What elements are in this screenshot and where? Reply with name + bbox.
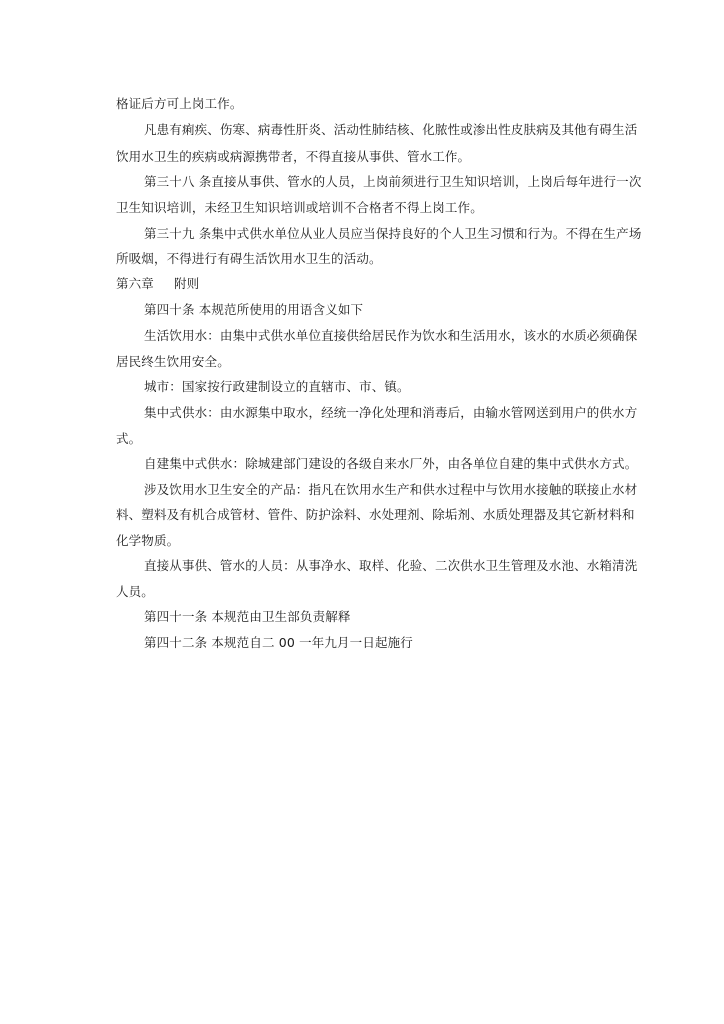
text-line: 居民终生饮用安全。 bbox=[116, 354, 230, 369]
text-line: 第四十条 本规范所使用的用语含义如下 bbox=[144, 302, 364, 317]
text-line: 自建集中式供水：除城建部门建设的各级自来水厂外，由各单位自建的集中式供水方式。 bbox=[144, 456, 638, 471]
text-line: 直接从事供、管水的人员：从事净水、取样、化验、二次供水卫生管理及水池、水箱清洗 bbox=[144, 558, 638, 573]
text-line: 格证后方可上岗工作。 bbox=[116, 96, 243, 111]
text-line: 第四十一条 本规范由卫生部负责解释 bbox=[144, 609, 351, 624]
text-line: 饮用水卫生的疾病或病源携带者，不得直接从事供、管水工作。 bbox=[116, 149, 471, 164]
text-line: 第三十八 条直接从事供、管水的人员，上岗前须进行卫生知识培训，上岗后每年进行一次 bbox=[144, 174, 642, 189]
text-line: 卫生知识培训，未经卫生知识培训或培训不合格者不得上岗工作。 bbox=[116, 200, 483, 215]
text-line: 人员。 bbox=[116, 584, 154, 599]
text-line: 化学物质。 bbox=[116, 533, 180, 548]
text-line: 料、塑料及有机合成管材、管件、防护涂料、水处理剂、除垢剂、水质处理器及其它新材料和 bbox=[116, 507, 635, 522]
text-line: 凡患有痢疾、伤寒、病毒性肝炎、活动性肺结核、化脓性或渗出性皮肤病及其他有碍生活 bbox=[144, 122, 638, 137]
chapter-heading bbox=[116, 276, 646, 292]
chapter-number: 第六章 bbox=[116, 276, 154, 291]
text-line: 涉及饮用水卫生安全的产品：指凡在饮用水生产和供水过程中与饮用水接触的联接止水材 bbox=[144, 482, 638, 497]
chapter-title: 附则 bbox=[173, 276, 200, 291]
text-line: 集中式供水：由水源集中取水，经统一净化处理和消毒后，由输水管网送到用户的供水方 bbox=[144, 405, 638, 420]
text-line: 城市：国家按行政建制设立的直辖市、市、镇。 bbox=[144, 379, 410, 394]
text-line: 式。 bbox=[116, 431, 142, 446]
text-line: 生活饮用水：由集中式供水单位直接供给居民作为饮水和生活用水，该水的水质必须确保 bbox=[144, 328, 638, 343]
text-line: 第四十二条 本规范自二 00 一年九月一日起施行 bbox=[144, 635, 413, 650]
text-line: 第三十九 条集中式供水单位从业人员应当保持良好的个人卫生习惯和行为。不得在生产场 bbox=[144, 226, 642, 241]
text-line: 所吸烟，不得进行有碍生活饮用水卫生的活动。 bbox=[116, 251, 382, 266]
